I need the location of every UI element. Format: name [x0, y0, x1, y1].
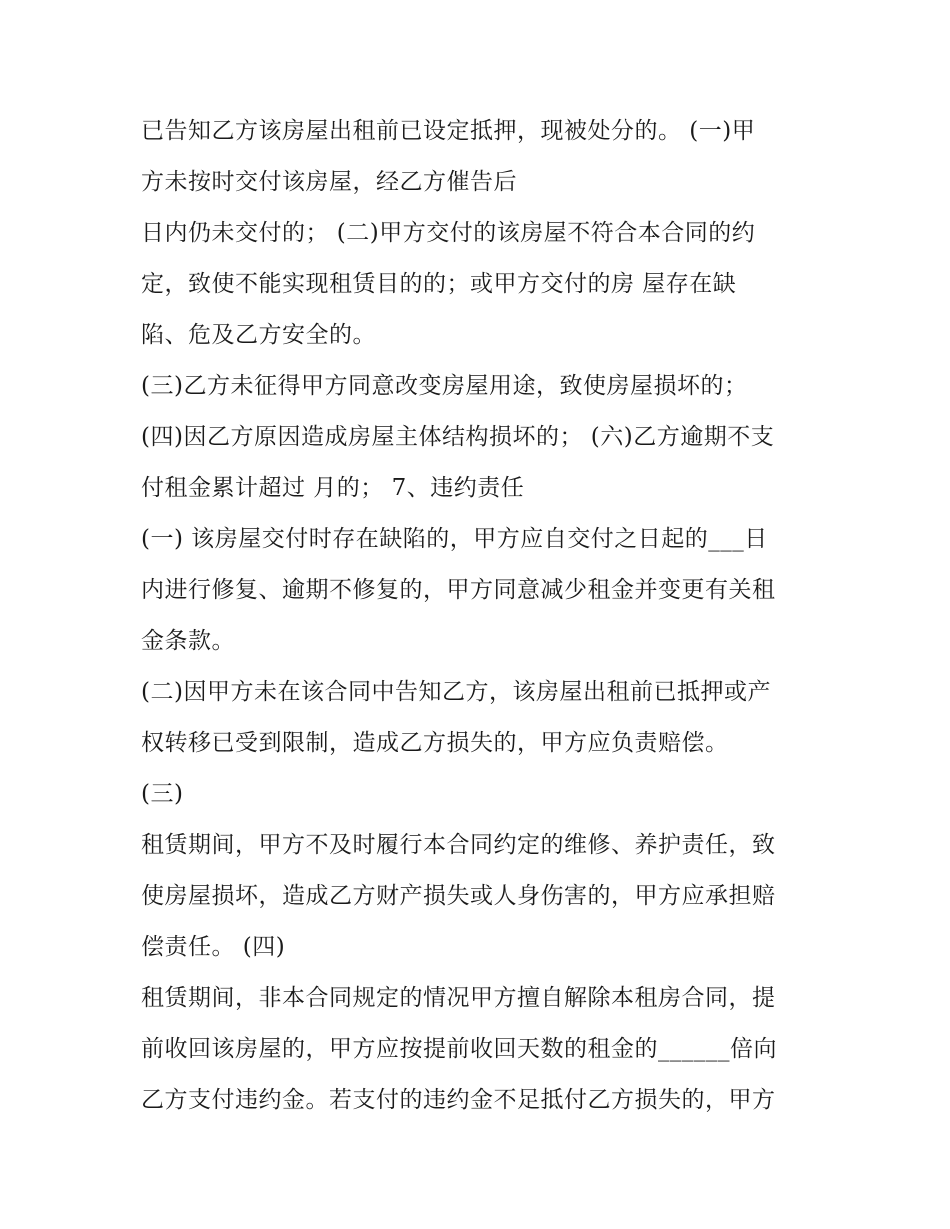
text-line: 金条款。 — [141, 628, 235, 654]
text-line: 乙方支付违约金。若支付的违约金不足抵付乙方损失的，甲方 — [141, 1087, 776, 1113]
text-line: 偿责任。 (四) — [141, 934, 286, 960]
text-line: 陷、危及乙方安全的。 — [141, 322, 376, 348]
text-line: 使房屋损坏，造成乙方财产损失或人身伤害的，甲方应承担赔 — [141, 883, 776, 909]
text-line: (三)乙方未征得甲方同意改变房屋用途，致使房屋损坏的； — [141, 373, 748, 399]
text-line: (一) 该房屋交付时存在缺陷的，甲方应自交付之日起的___日 — [141, 526, 768, 552]
text-line: 内进行修复、逾期不修复的，甲方同意减少租金并变更有关租 — [141, 577, 776, 603]
contract-text-body — [141, 106, 821, 1126]
text-line: 已告知乙方该房屋出租前已设定抵押，现被处分的。 (一)甲 — [141, 118, 756, 144]
text-line: (二)因甲方未在该合同中告知乙方，该房屋出租前已抵押或产 — [141, 679, 771, 705]
text-line: (四)因乙方原因造成房屋主体结构损坏的； (六)乙方逾期不支 — [141, 424, 775, 450]
text-line: 定，致使不能实现租赁目的的；或甲方交付的房 屋存在缺 — [141, 271, 737, 297]
text-line: 日内仍未交付的； (二)甲方交付的该房屋不符合本合同的约 — [141, 220, 756, 246]
text-line: 前收回该房屋的，甲方应按提前收回天数的租金的______倍向 — [141, 1036, 777, 1062]
text-line: 租赁期间，甲方不及时履行本合同约定的维修、养护责任，致 — [141, 832, 776, 858]
text-line: 权转移已受到限制，造成乙方损失的，甲方应负责赔偿。 — [141, 730, 729, 756]
text-line: 付租金累计超过 月的； 7、违约责任 — [141, 475, 525, 501]
text-line: 租赁期间，非本合同规定的情况甲方擅自解除本租房合同，提 — [141, 985, 776, 1011]
text-line: 方未按时交付该房屋，经乙方催告后 — [141, 169, 517, 195]
text-line: (三) — [141, 781, 184, 807]
